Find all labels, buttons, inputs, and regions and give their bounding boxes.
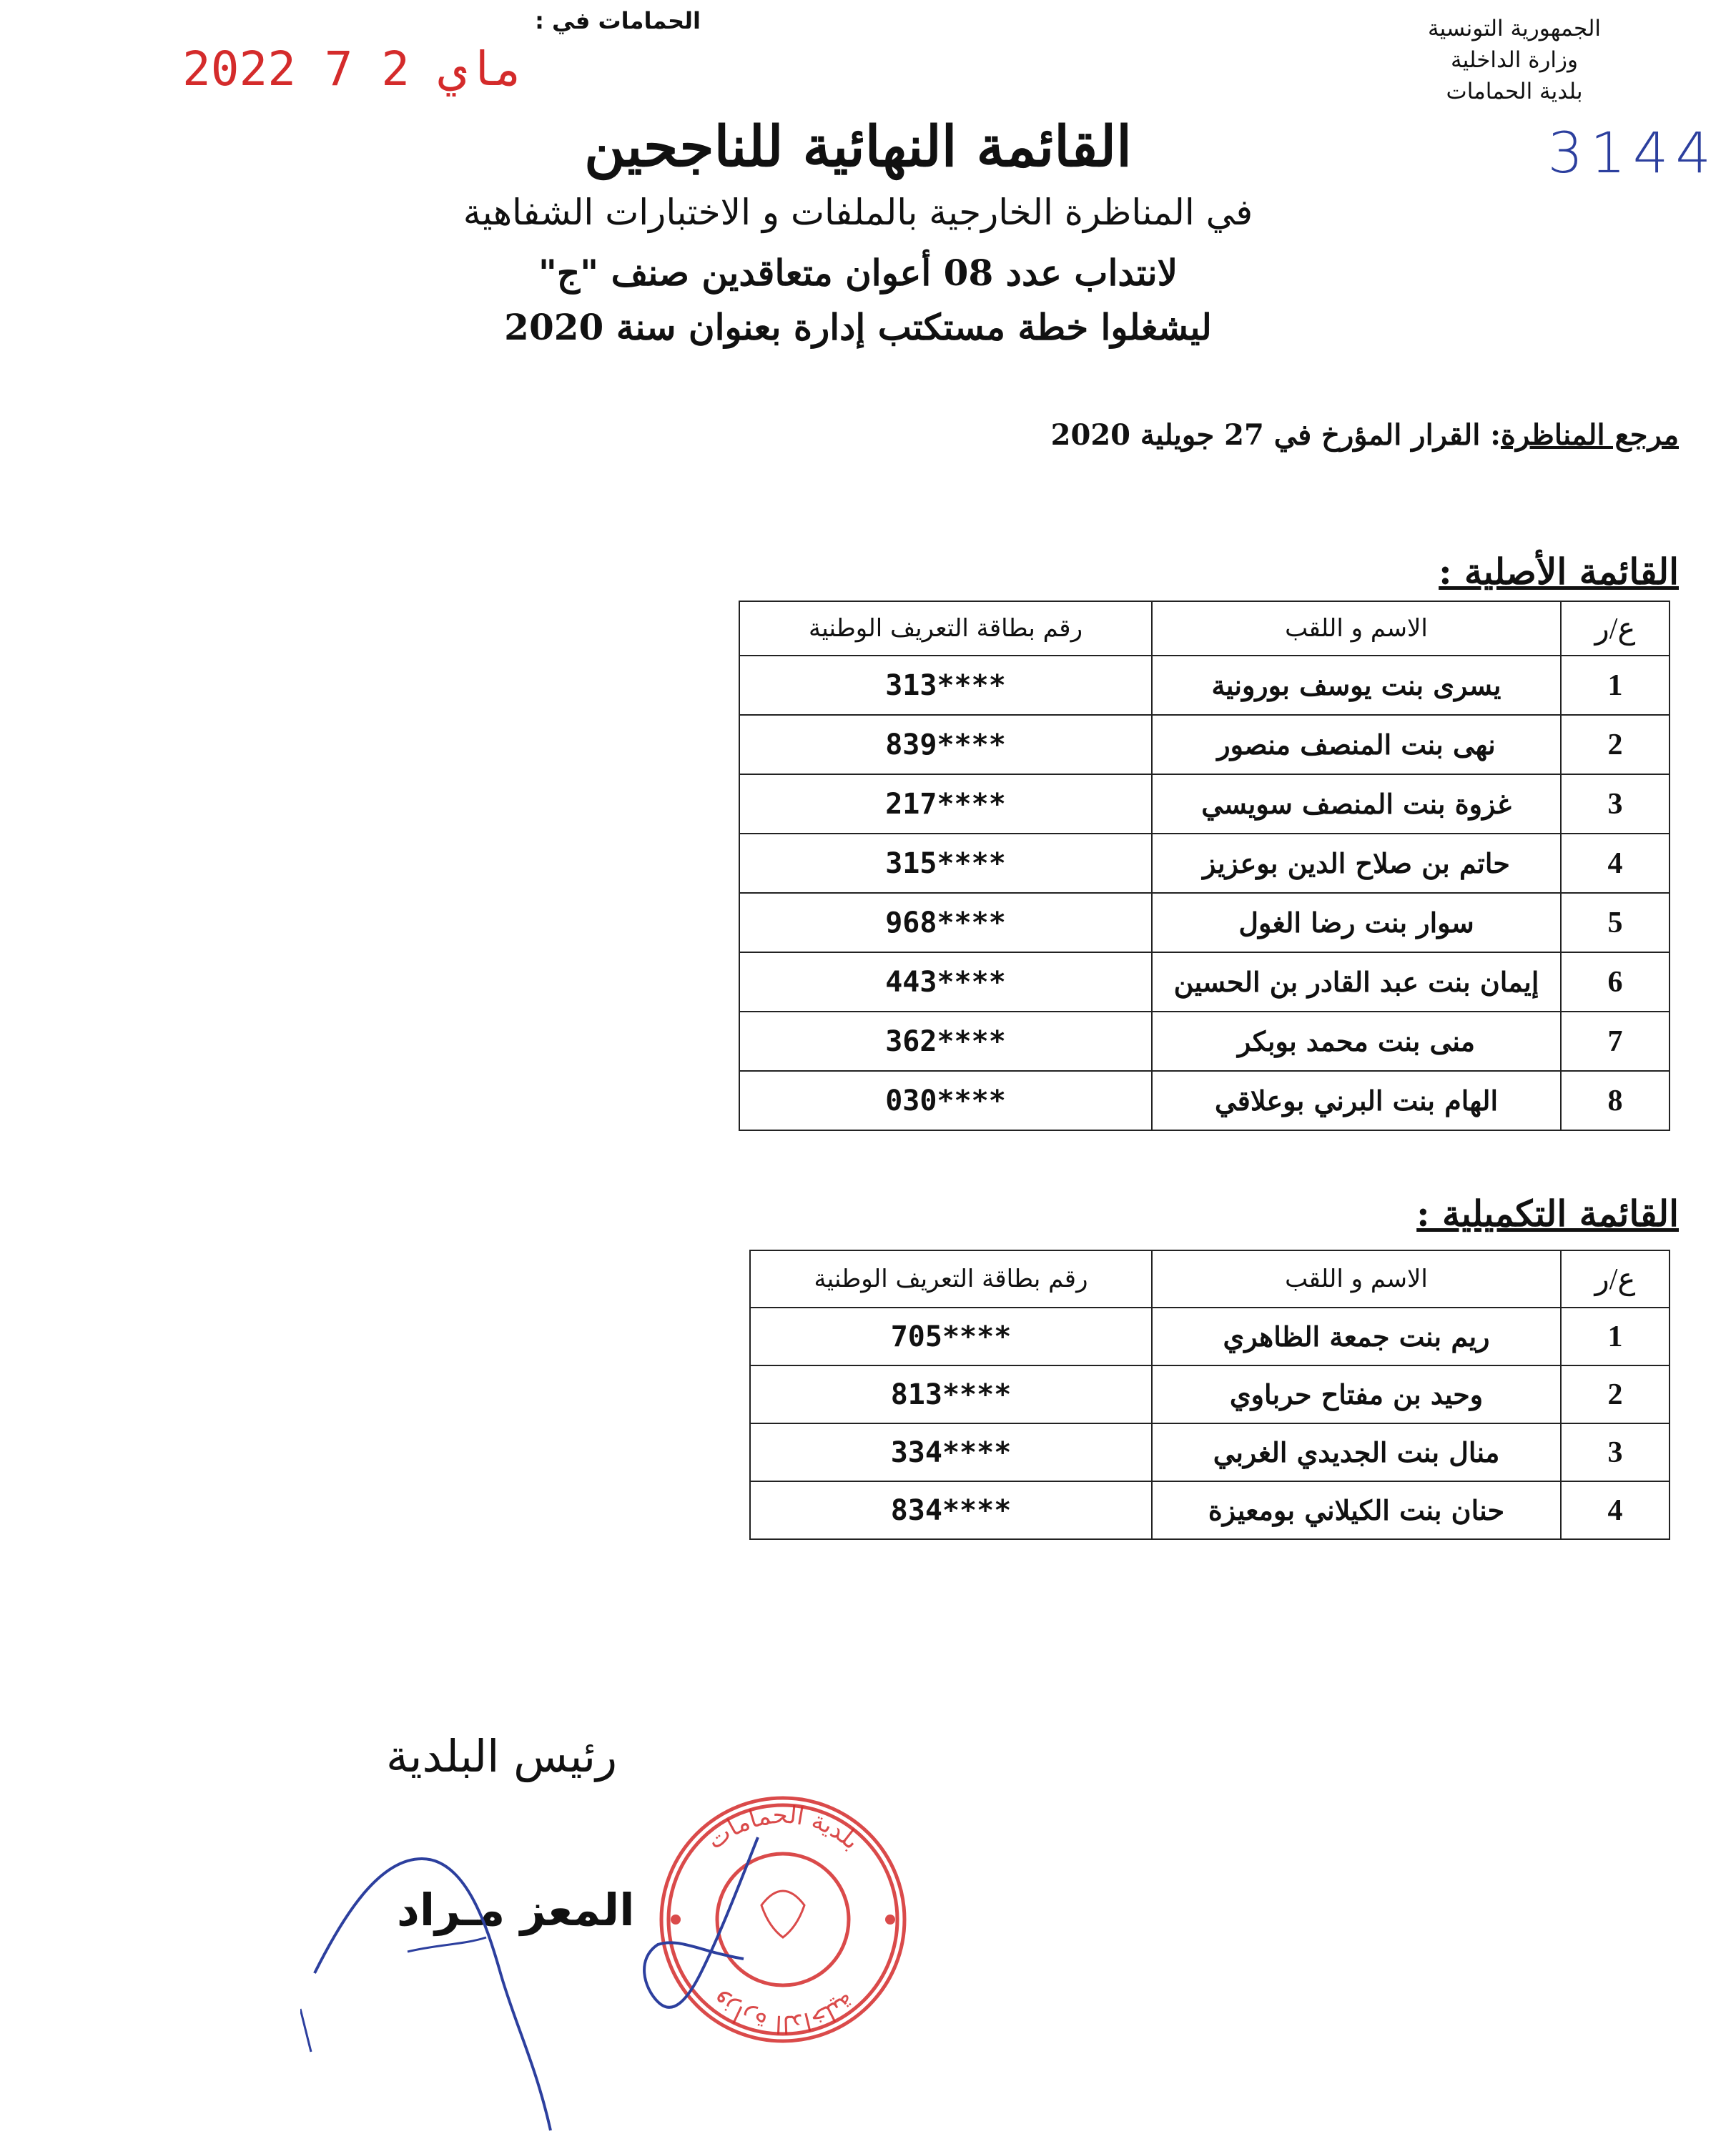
header-id: رقم بطاقة التعريف الوطنية	[750, 1250, 1152, 1308]
row-id: ****839	[739, 715, 1152, 774]
date-stamp: 2022 ماي 2 7	[182, 41, 523, 97]
table-row	[750, 1423, 1670, 1481]
row-name: حاتم بن صلاح الدين بوعزيز	[1152, 834, 1561, 893]
table-header-row	[750, 1250, 1670, 1308]
row-num: 7	[1561, 1012, 1670, 1071]
table-row	[739, 656, 1670, 715]
main-list-table	[739, 601, 1670, 1131]
table-row	[739, 1012, 1670, 1071]
header-id: رقم بطاقة التعريف الوطنية	[739, 601, 1152, 656]
reference-label: مرجع المناظرة	[1501, 418, 1679, 452]
row-num: 6	[1561, 952, 1670, 1012]
row-id: ****315	[739, 834, 1152, 893]
main-list-title: القائمة الأصلية :	[1439, 550, 1679, 593]
row-num: 4	[1561, 1481, 1670, 1539]
reference-value: : القرار المؤرخ في 27 جويلية 2020	[1050, 418, 1501, 452]
table-row	[750, 1481, 1670, 1539]
row-name: منال بنت الجديدي الغربي	[1152, 1423, 1561, 1481]
row-id: ****313	[739, 656, 1152, 715]
table-row	[750, 1365, 1670, 1423]
table-row	[739, 715, 1670, 774]
row-num: 2	[1561, 1365, 1670, 1423]
organization-header	[1364, 13, 1665, 107]
row-name: الهام بنت البرني بوعلاقي	[1152, 1071, 1561, 1130]
table-row	[750, 1308, 1670, 1365]
row-id: ****834	[750, 1481, 1152, 1539]
row-num: 1	[1561, 1308, 1670, 1365]
row-id: ****705	[750, 1308, 1152, 1365]
table-row	[739, 834, 1670, 893]
subtitle-line-3: ليشغلوا خطة مستكتب إدارة بعنوان سنة 2020	[504, 306, 1212, 348]
row-num: 8	[1561, 1071, 1670, 1130]
signatory-name: المعز مـراد	[397, 1884, 635, 1936]
row-num: 4	[1561, 834, 1670, 893]
row-name: سوار بنت رضا الغول	[1152, 893, 1561, 952]
row-num: 2	[1561, 715, 1670, 774]
org-line-ministry: وزارة الداخلية	[1451, 47, 1578, 73]
header-name: الاسم و اللقب	[1152, 601, 1561, 656]
subtitle-line-2: لانتداب عدد 08 أعوان متعاقدين صنف "ج"	[538, 252, 1178, 294]
row-id: ****217	[739, 774, 1152, 834]
org-line-country: الجمهورية التونسية	[1427, 16, 1602, 41]
row-id: ****334	[750, 1423, 1152, 1481]
row-name: حنان بنت الكيلاني بومعيزة	[1152, 1481, 1561, 1539]
header-num: ع/ر	[1561, 1250, 1670, 1308]
row-name: إيمان بنت عبد القادر بن الحسين	[1152, 952, 1561, 1012]
row-id: ****362	[739, 1012, 1152, 1071]
org-line-municipality: بلدية الحمامات	[1446, 79, 1583, 104]
stamp-text-top: بلدية الحمامات	[701, 1800, 866, 1856]
row-name: منى بنت محمد بوبكر	[1152, 1012, 1561, 1071]
table-header-row	[739, 601, 1670, 656]
row-id: ****443	[739, 952, 1152, 1012]
row-name: وحيد بن مفتاح حرباوي	[1152, 1365, 1561, 1423]
table-row	[739, 774, 1670, 834]
row-name: غزوة بنت المنصف سويسي	[1152, 774, 1561, 834]
row-num: 5	[1561, 893, 1670, 952]
handwritten-signature	[300, 1830, 801, 2138]
row-id: ****813	[750, 1365, 1152, 1423]
place-date-label: الحمامات في :	[535, 7, 701, 34]
supplementary-list-table	[749, 1250, 1670, 1540]
row-name: يسرى بنت يوسف بورونية	[1152, 656, 1561, 715]
row-num: 3	[1561, 1423, 1670, 1481]
row-name: ريم بنت جمعة الظاهري	[1152, 1308, 1561, 1365]
table-row	[739, 952, 1670, 1012]
competition-reference	[1051, 418, 1679, 452]
header-num: ع/ر	[1561, 601, 1670, 656]
table-row	[739, 1071, 1670, 1130]
stamp-text-bottom: وزارة الداخلية	[705, 1987, 861, 2039]
page-title: القائمة النهائية للناجحين	[584, 114, 1132, 179]
signatory-title: رئيس البلدية	[386, 1730, 618, 1782]
row-num: 1	[1561, 656, 1670, 715]
row-name: نهى بنت المنصف منصور	[1152, 715, 1561, 774]
row-id: ****968	[739, 893, 1152, 952]
handwritten-number: 3144	[1547, 122, 1718, 186]
subtitle-line-1: في المناظرة الخارجية بالملفات و الاختبارات الشفاهية	[463, 192, 1253, 233]
header-name: الاسم و اللقب	[1152, 1250, 1561, 1308]
supplementary-list-title: القائمة التكميلية :	[1416, 1192, 1679, 1235]
row-id: ****030	[739, 1071, 1152, 1130]
row-num: 3	[1561, 774, 1670, 834]
table-row	[739, 893, 1670, 952]
